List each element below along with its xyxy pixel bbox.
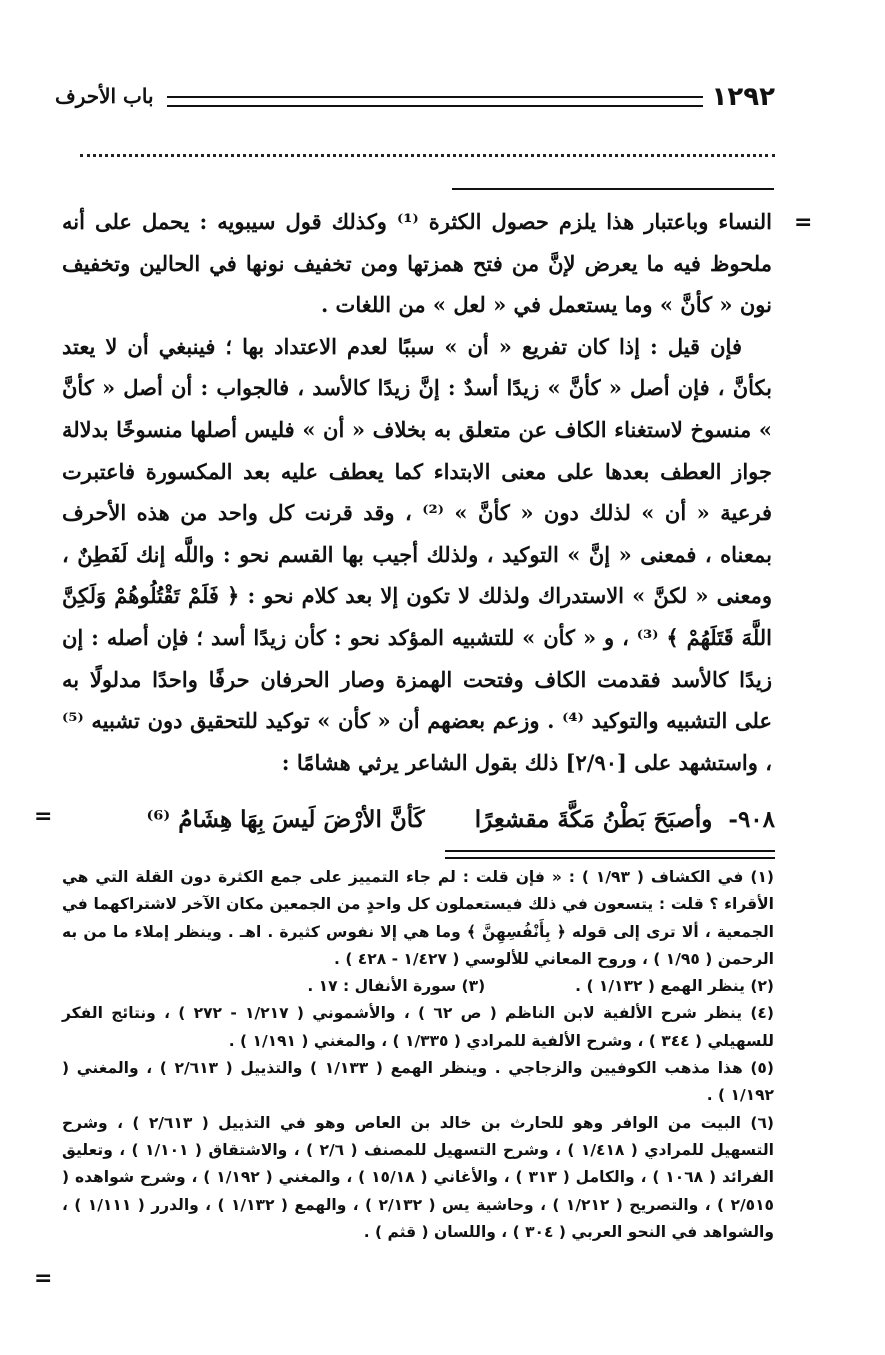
- footnote-3: (٣) سورة الأنفال : ١٧ .: [307, 977, 486, 996]
- verse-number: ٩٠٨-: [728, 806, 775, 833]
- footnote-separator: [445, 850, 775, 859]
- page-header: [55, 82, 775, 116]
- continuation-mark-top: =: [794, 210, 813, 235]
- running-head: باب الأحرف: [55, 84, 154, 108]
- header-double-rule: [167, 96, 703, 107]
- footnotes: [62, 864, 774, 1246]
- continuation-mark-bottom: =: [34, 1266, 53, 1291]
- footnote-6: (٦) البيت من الوافر وهو للحارث بن خالد بن العاص وهو في التذييل ( ٢/٦١٣ ) ، وشرح التسهيل للمرادي ( ١/٤١٨ ) ، وشرح التسهيل للمصنف ( ٢/٦ ) ، والاشتقاق ( ١/١٠١ ) ، وتعليق الفرائد ( ١٠٦٨ ) ، والكامل ( ٣١٣ ) ، والأغاني ( ١٥/١٨ ) ، والمغني ( ١/١٩٢ ) ، وشرح شواهده ( ٢/٥١٥ ) ، والتصريح ( ١/٢١٢ ) ، وحاشية يس ( ٢/١٣٢ ) ، والهمع ( ١/١٣٢ ) ، والدرر ( ١/١١١ ) ، والشواهد في النحو العربي ( ٣٠٤ ) ، واللسان ( قثم ) .: [62, 1113, 774, 1241]
- footnote-row-2-3: [62, 973, 774, 1000]
- verse-first-hemistich: وأصبَحَ بَطْنُ مَكَّةَ مقشعِرًا: [474, 806, 713, 833]
- continuation-mark-verse: =: [34, 804, 53, 829]
- paragraph-question: فإن قيل : إذا كان تفريع « أن » سببًا لعدم الاعتداد بها ؛ فينبغي أن لا يعتد بكأنَّ ، فإن أصل « كأنَّ » زيدًا أسدٌ : إنَّ زيدًا كالأسد ، فالجواب : أن أصل « كأنَّ » منسوخ لاستغناء الكاف عن متعلق به بخلاف « أن » فليس أصلها منسوخًا بدلالة جواز العطف بعدها على معنى الابتداء كما يعطف عليه بعد المكسورة فاعتبرت فرعية « أن » لذلك دون « كأنَّ » ⁽²⁾ ، وقد قرنت كل واحد من هذه الأحرف بمعناه ، فمعنى « إنَّ » التوكيد ، ولذلك أجيب بها القسم نحو : واللَّه إنك لَفَطِنٌ ، ومعنى « لكنَّ » الاستدراك ولذلك لا تكون إلا بعد كلام نحو : ﴿ فَلَمْ تَقْتُلُوهُمْ وَلَكِنَّ اللَّهَ قَتَلَهُمْ ﴾ ⁽³⁾ ، و « كأن » للتشبيه المؤكد نحو : كأن زيدًا أسد ؛ فإن أصله : إن زيدًا كالأسد فقدمت الكاف وفتحت الهمزة وصار الحرفان حرفًا واحدًا مدلولًا به على التشبيه والتوكيد ⁽⁴⁾ . وزعم بعضهم أن « كأن » توكيد للتحقيق دون تشبيه ⁽⁵⁾ ، واستشهد على [٢/٩٠] ذلك بقول الشاعر يرثي هشامًا :: [62, 333, 773, 775]
- top-rule: [452, 188, 774, 190]
- footnote-5: (٥) هذا مذهب الكوفيين والزجاجي . وينظر الهمع ( ١/١٣٣ ) والتذييل ( ٢/٦١٣ ) ، والمغني ( ١/١٩٢ ) .: [62, 1059, 774, 1105]
- paragraph-continued: النساء وباعتبار هذا يلزم حصول الكثرة ⁽¹⁾ وكذلك قول سيبويه : يحمل على أنه ملحوظ فيه ما يعرض لإنَّ من فتح همزتها ومن تخفيف نونها في الحالين وتخفيف نون « كأنَّ » وما يستعمل في « لعل » من اللغات .: [62, 209, 772, 318]
- footnote-2: (٢) ينظر الهمع ( ١/١٣٢ ) .: [575, 977, 774, 996]
- main-text: [62, 201, 772, 783]
- verse-908: [70, 806, 775, 833]
- dotted-separator: [80, 154, 775, 157]
- footnote-4: (٤) ينظر شرح الألفية لابن الناظم ( ص ٦٢ ) ، والأشموني ( ١/٢١٧ - ٢٧٢ ) ، ونتائج الفكر للسهيلي ( ٣٤٤ ) ، وشرح الألفية للمرادي ( ١/٣٣٥ ) ، والمغني ( ١/١٩١ ) .: [62, 1004, 774, 1050]
- footnote-1: (١) في الكشاف ( ١/٩٣ ) : « فإن قلت : لم جاء التمييز على جمع الكثرة دون القلة التي هي الأقراء ؟ قلت : يتسعون في ذلك فيستعملون كل واحدٍ من الجمعين مكان الآخر لاشتراكهما في الجمعية ، ألا ترى إلى قوله ﴿ بِأَنْفُسِهِنَّ ﴾ وما هي إلا نفوس كثيرة . اهـ . وينظر إملاء ما من به الرحمن ( ١/٩٥ ) ، وروح المعاني للألوسي ( ١/٤٢٧ - ٤٢٨ ) .: [62, 868, 774, 968]
- page-number: ١٢٩٢: [711, 82, 775, 112]
- verse-second-hemistich: كَأنَّ الأرْضَ لَيسَ بِهَا هِشَامُ ⁽⁶⁾: [146, 806, 425, 833]
